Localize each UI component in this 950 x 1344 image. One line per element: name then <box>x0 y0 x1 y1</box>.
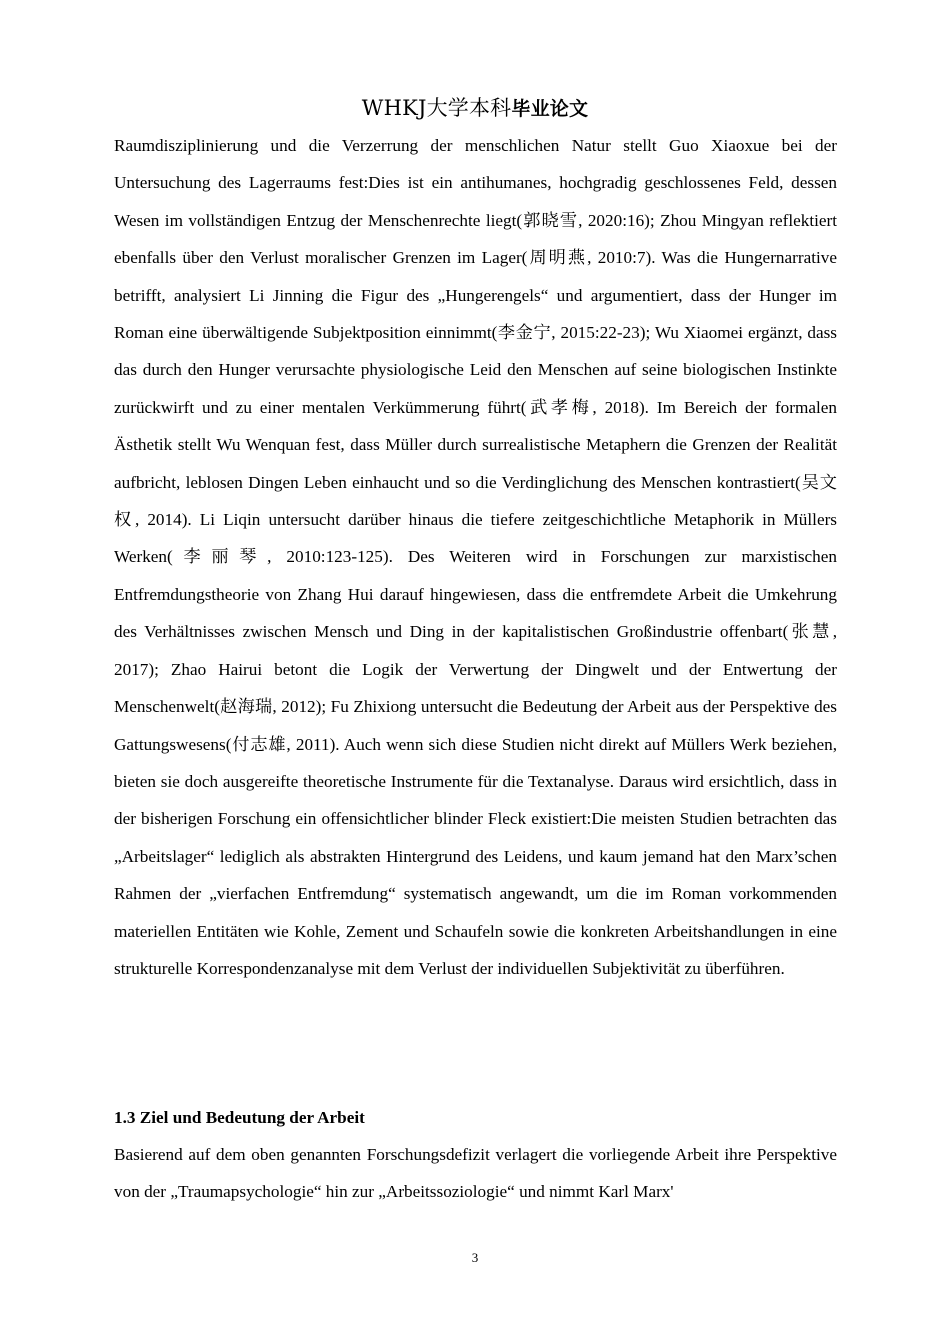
section-paragraph: Basierend auf dem oben genannten Forschungsdefizit verlagert die vorliegende Arbeit ihre Perspektive von der „Traumapsychologie“ hin zur „Arbeitssoziologie“ und nimmt Karl Marx' <box>114 1145 837 1202</box>
page-number: 3 <box>471 1250 479 1265</box>
header-title-bold: 毕业论文 <box>511 98 589 120</box>
header-title-prefix: WHKJ大学本科 <box>361 96 512 120</box>
body-paragraph: Raumdisziplinierung und die Verzerrung der menschlichen Natur stellt Guo Xiaoxue bei der Untersuchung des Lagerraums fest:Dies ist ein antihumanes, hochgradig geschlossenes Feld, dessen Wesen im vollständigen Entzug der Menschenrechte liegt(郭晓雪, 2020:16); Zhou Mingyan reflektiert ebenfalls über den Verlust moralischer Grenzen im Lager(周明燕, 2010:7). Was die Hungernarrative betrifft, analysiert Li Jinning die Figur des „Hungerengels“ und argumentiert, dass der Hunger im Roman eine überwältigende Subjektposition einnimmt(李金宁, 2015:22-23); Wu Xiaomei ergänzt, dass das durch den Hunger verursachte physiologische Leid den Menschen auf seine biologischen Instinkte zurückwirft und zu einer mentalen Verkümmerung führt(武孝梅, 2018). Im Bereich der formalen Ästhetik stellt Wu Wenquan fest, dass Müller durch surrealistische Metaphern die Grenzen der Realität aufbricht, leblosen Dingen Leben einhaucht und so die Verdinglichung des Menschen kontrastiert(吴文权, 2014). Li Liqin untersucht darüber hinaus die tiefere zeitgeschichtliche Metaphorik in Müllers Werken(李丽琴, 2010:123-125). Des Weiteren wird in Forschungen zur marxistischen Entfremdungstheorie von Zhang Hui darauf hingewiesen, dass die entfremdete Arbeit die Umkehrung des Verhältnisses zwischen Mensch und Ding in der kapitalistischen Großindustrie offenbart(张慧, 2017); Zhao Hairui betont die Logik der Verwertung der Dingwelt und der Entwertung der Menschenwelt(赵海瑞, 2012); Fu Zhixiong untersucht die Bedeutung der Arbeit aus der Perspektive des Gattungswesens(付志雄, 2011). Auch wenn sich diese Studien nicht direkt auf Müllers Werk beziehen, bieten sie doch ausgereifte theoretische Instrumente für die Textanalyse. Daraus wird ersichtlich, dass in der bisherigen Forschung ein offensichtlicher blinder Fleck existiert:Die meisten Studien betrachten das „Arbeitslager“ lediglich als abstrakten Hintergrund des Leidens, und kaum jemand hat den Marx’schen Rahmen der „vierfachen Entfremdung“ systematisch angewandt, um die im Roman vorkommenden materiellen Entitäten wie Kohle, Zement und Schaufeln sowie die konkreten Arbeitshandlungen in eine strukturelle Korrespondenzanalyse mit dem Verlust der individuellen Subjektivität zu überführen. <box>114 136 837 978</box>
page-header <box>0 92 950 122</box>
section-heading: 1.3 Ziel und Bedeutung der Arbeit <box>114 1108 365 1127</box>
